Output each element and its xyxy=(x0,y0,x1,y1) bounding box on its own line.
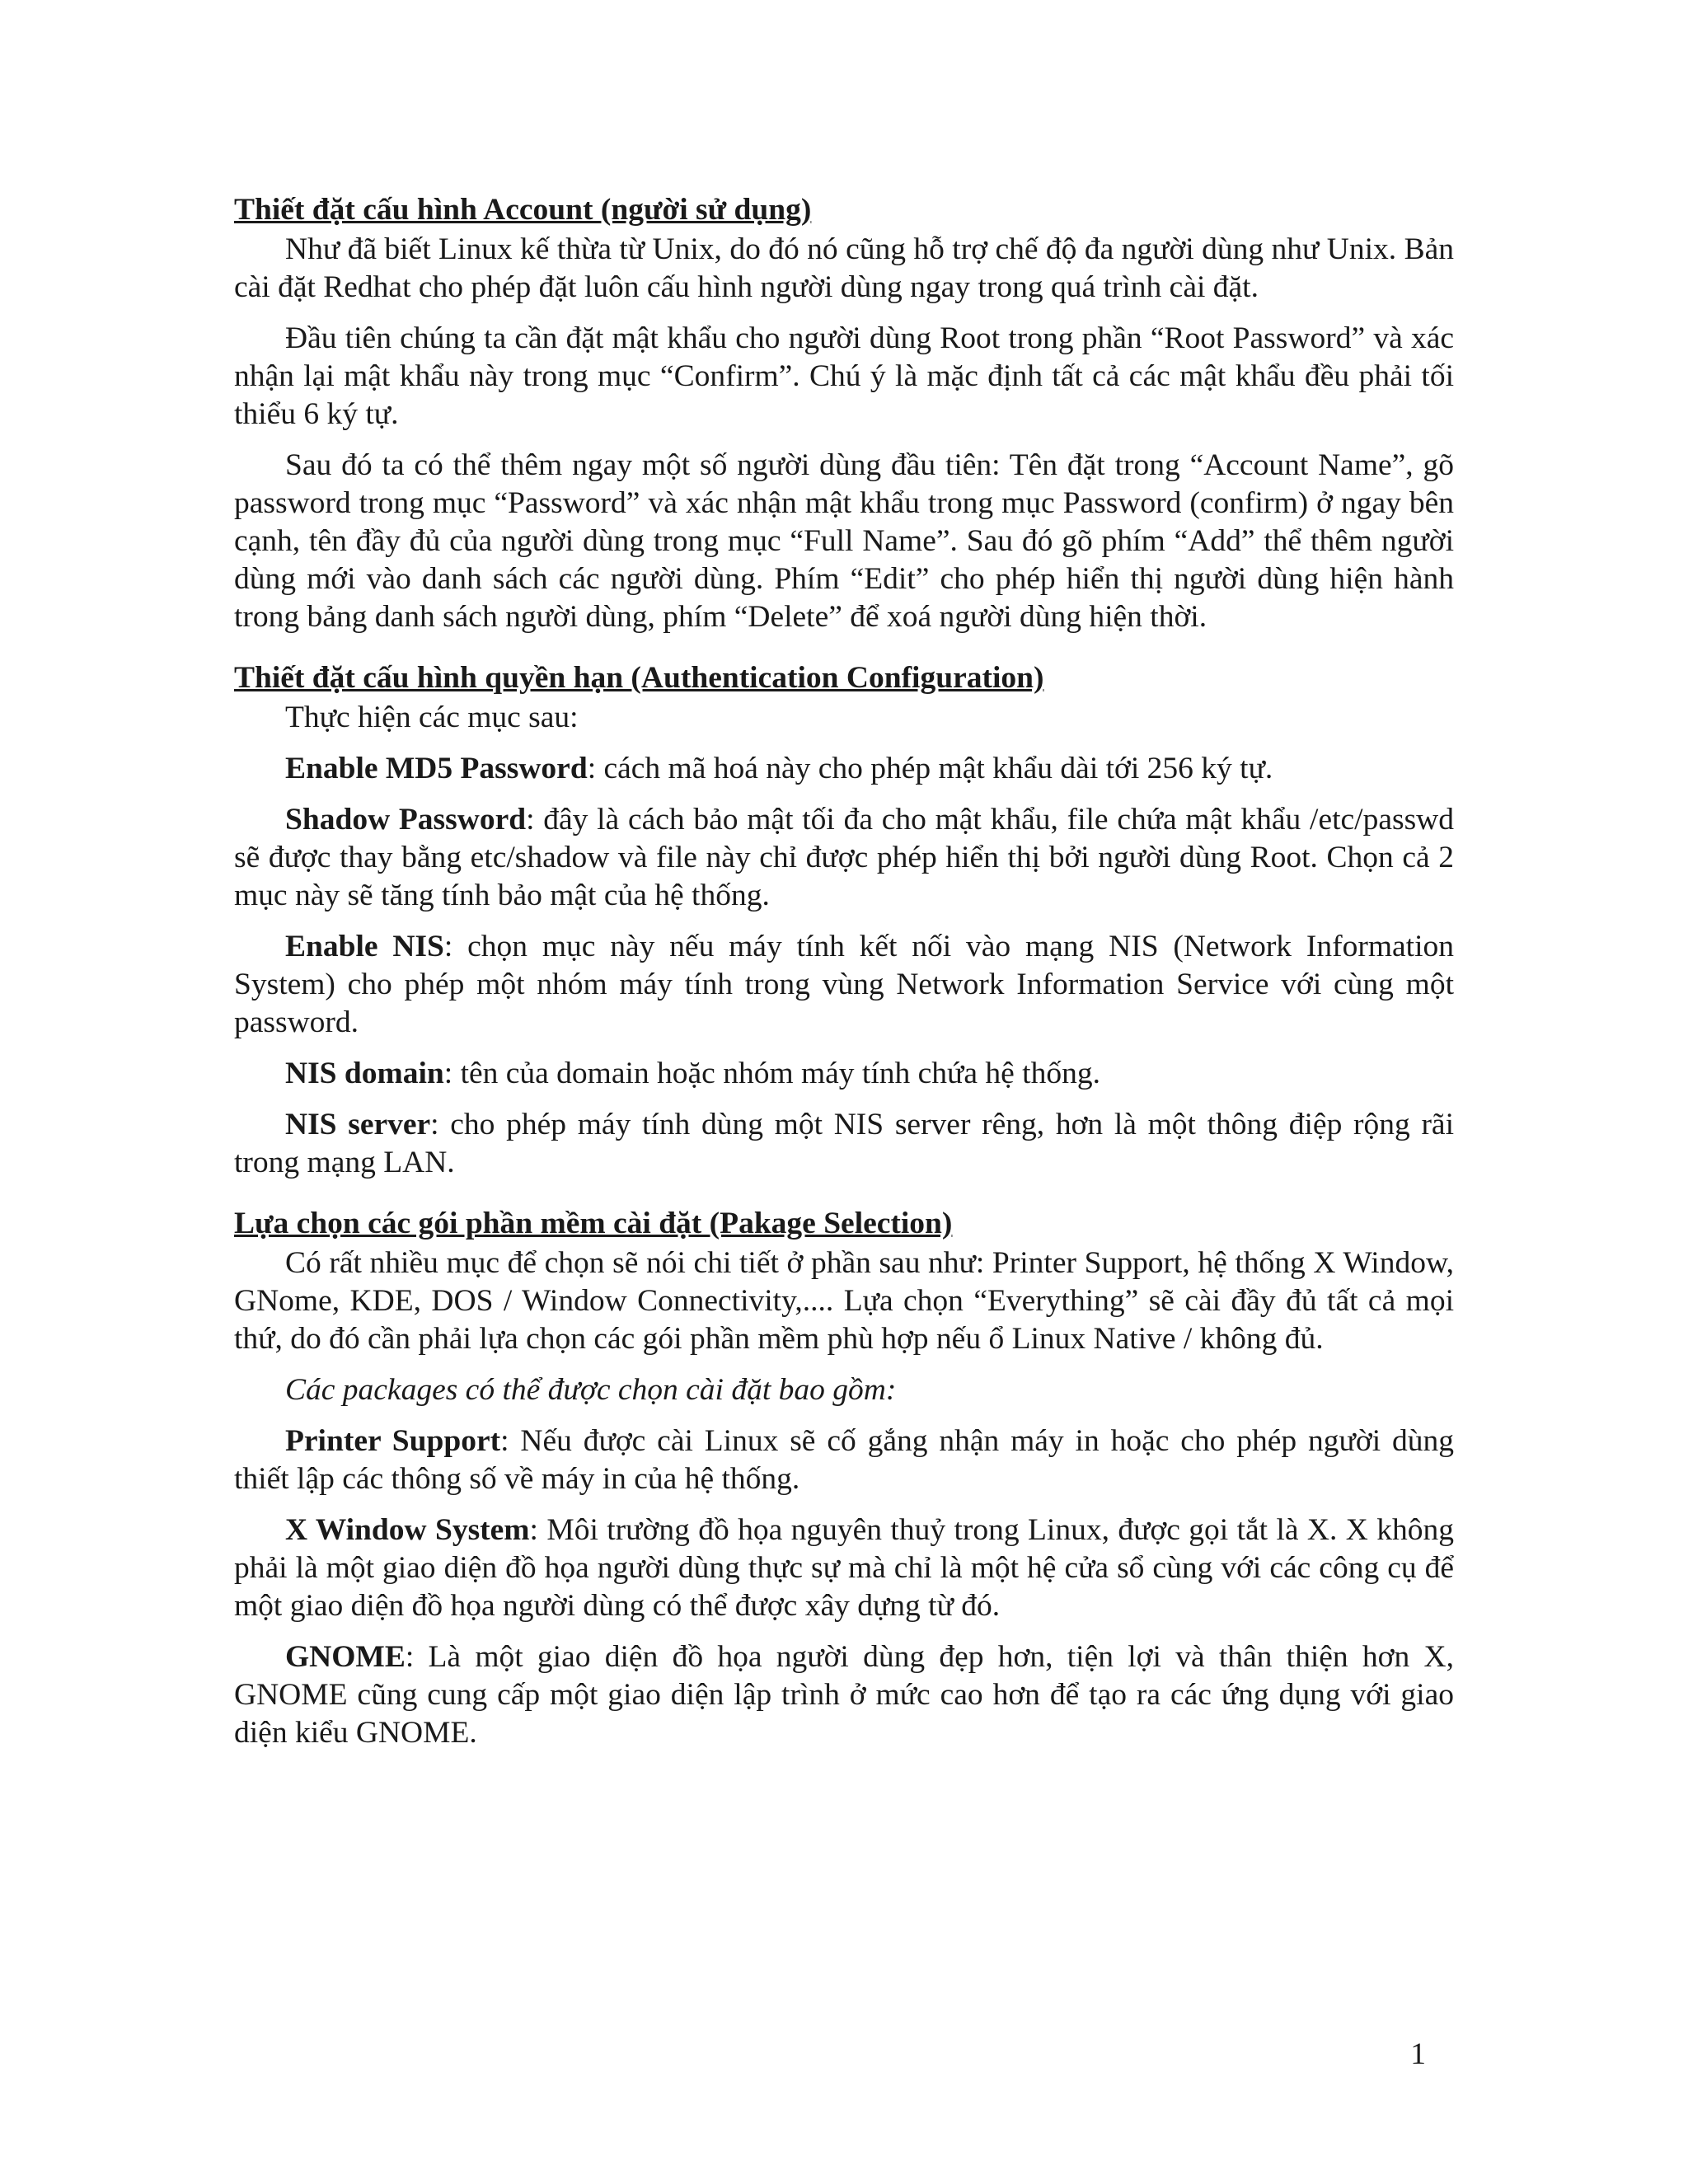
page-number: 1 xyxy=(1410,2037,1426,2071)
paragraph: Như đã biết Linux kế thừa từ Unix, do đó nó cũng hỗ trợ chế độ đa người dùng như Unix. Bản cài đặt Redhat cho phép đặt luôn cấu hình người dùng ngay trong quá trình cài đặt. xyxy=(234,232,1454,304)
paragraph: Sau đó ta có thể thêm ngay một số người dùng đầu tiên: Tên đặt trong “Account Name”, gõ password trong mục “Password” và xác nhận mật khẩu trong mục Password (confirm) ở ngay bên cạnh, tên đầy đủ của người dùng trong mục “Full Name”. Sau đó gõ phím “Add” thể thêm người dùng mới vào danh sách các người dùng. Phím “Edit” cho phép hiển thị người dùng hiện hành trong bảng danh sách người dùng, phím “Delete” để xoá người dùng hiện thời. xyxy=(234,448,1454,634)
paragraph: Printer Support: Nếu được cài Linux sẽ cố gắng nhận máy in hoặc cho phép người dùng thiết lập các thông số về máy in của hệ thống. xyxy=(234,1424,1454,1496)
paragraph: Shadow Password: đây là cách bảo mật tối đa cho mật khẩu, file chứa mật khẩu /etc/passwd sẽ được thay bằng etc/shadow và file này chỉ được phép hiển thị bởi người dùng Root. Chọn cả 2 mục này sẽ tăng tính bảo mật của hệ thống. xyxy=(234,803,1454,912)
paragraph: X Window System: Môi trường đồ họa nguyên thuỷ trong Linux, được gọi tắt là X. X không phải là một giao diện đồ họa người dùng thực sự mà chỉ là một hệ cửa sổ cùng với các công cụ để một giao diện đồ họa người dùng có thể được xây dựng từ đó. xyxy=(234,1513,1454,1623)
paragraph: GNOME: Là một giao diện đồ họa người dùng đẹp hơn, tiện lợi và thân thiện hơn X, GNOME cũng cung cấp một giao diện lập trình ở mức cao hơn để tạo ra các ứng dụng với giao diện kiểu GNOME. xyxy=(234,1640,1454,1750)
paragraph: Đầu tiên chúng ta cần đặt mật khẩu cho người dùng Root trong phần “Root Password” và xác nhận lại mật khẩu này trong mục “Confirm”. Chú ý là mặc định tất cả các mật khẩu đều phải tối thiểu 6 ký tự. xyxy=(234,321,1454,431)
section-heading-package-selection: Lựa chọn các gói phần mềm cài đặt (Pakage Selection) xyxy=(234,1207,953,1240)
paragraph: Các packages có thể được chọn cài đặt bao gồm: xyxy=(285,1373,897,1407)
term-label: NIS domain xyxy=(285,1057,444,1090)
paragraph: Thực hiện các mục sau: xyxy=(285,701,579,734)
term-label: Printer Support xyxy=(285,1424,501,1458)
document-page xyxy=(234,191,1454,1765)
term-label: Enable MD5 Password xyxy=(285,752,588,785)
section-heading-account: Thiết đặt cấu hình Account (người sử dụng) xyxy=(234,193,812,227)
paragraph: Enable NIS: chọn mục này nếu máy tính kết nối vào mạng NIS (Network Information System) cho phép một nhóm máy tính trong vùng Network Information Service với cùng một password. xyxy=(234,930,1454,1039)
paragraph: Có rất nhiều mục để chọn sẽ nói chi tiết ở phần sau như: Printer Support, hệ thống X Window, GNome, KDE, DOS / Window Connectivity,.... Lựa chọn “Everything” sẽ cài đầy đủ tất cả mọi thứ, do đó cần phải lựa chọn các gói phần mềm phù hợp nếu ổ Linux Native / không đủ. xyxy=(234,1246,1454,1356)
term-label: X Window System xyxy=(285,1513,530,1547)
paragraph: NIS server: cho phép máy tính dùng một NIS server rêng, hơn là một thông điệp rộng rãi trong mạng LAN. xyxy=(234,1108,1454,1179)
term-label: NIS server xyxy=(285,1108,431,1141)
term-label: Shadow Password xyxy=(285,803,527,837)
term-label: GNOME xyxy=(285,1640,406,1674)
paragraph: Enable MD5 Password: cách mã hoá này cho phép mật khẩu dài tới 256 ký tự. xyxy=(285,752,1273,785)
section-heading-authentication: Thiết đặt cấu hình quyền hạn (Authentication Configuration) xyxy=(234,661,1044,695)
paragraph: NIS domain: tên của domain hoặc nhóm máy tính chứa hệ thống. xyxy=(285,1057,1100,1090)
term-label: Enable NIS xyxy=(285,930,444,963)
